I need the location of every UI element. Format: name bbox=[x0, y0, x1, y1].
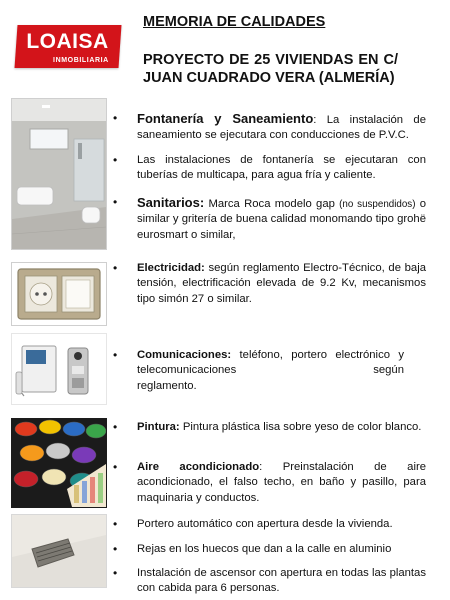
item-text: : Preinstalación de aire acondicionado, el falso techo, en baño y pasillo, para maquinaria y conductos. bbox=[137, 461, 426, 504]
bullet-icon: • bbox=[113, 460, 118, 474]
item-text: Rejas en los huecos que dan a la calle en aluminio bbox=[137, 543, 392, 555]
item-note: (no suspendidos) bbox=[339, 199, 416, 210]
bullet-icon: • bbox=[113, 111, 118, 125]
list-item-sanitary bbox=[113, 195, 426, 243]
item-label: Aire acondicionado bbox=[137, 461, 260, 473]
electrical-socket-photo bbox=[11, 262, 107, 326]
item-text: teléfono, portero electrónico y telecomunicaciones según bbox=[137, 349, 404, 377]
ceiling-vent-photo bbox=[11, 514, 107, 588]
list-item-window-bars bbox=[113, 542, 426, 557]
intercom-photo bbox=[11, 333, 107, 405]
list-item-water-installation bbox=[113, 153, 426, 184]
list-item-automatic-doorman bbox=[113, 517, 426, 532]
list-item-plumbing bbox=[113, 111, 426, 144]
item-label: Sanitarios: bbox=[137, 195, 205, 210]
document-title: MEMORIA DE CALIDADES bbox=[143, 14, 326, 30]
bullet-icon: • bbox=[113, 153, 118, 167]
item-label: Pintura: bbox=[137, 421, 180, 433]
project-title: PROYECTO DE 25 VIVIENDAS EN C/ JUAN CUADRADO VERA (ALMERÍA) bbox=[143, 52, 398, 86]
item-text: Marca Roca modelo gap bbox=[204, 198, 340, 210]
item-text-continued: reglamento. bbox=[137, 379, 197, 392]
list-item-communications bbox=[113, 348, 404, 394]
item-label: Comunicaciones: bbox=[137, 349, 232, 361]
list-item-air-conditioning bbox=[113, 460, 426, 506]
bullet-icon: • bbox=[113, 542, 118, 556]
item-label: Fontanería y Saneamiento bbox=[137, 111, 314, 126]
item-text: Portero automático con apertura desde la vivienda. bbox=[137, 518, 393, 530]
item-text: : La instalación de saneamiento se ejecutara con conducciones de P.V.C. bbox=[137, 114, 426, 142]
item-text: Instalación de ascensor con apertura en todas las plantas con cabida para 6 personas. bbox=[137, 567, 426, 595]
bullet-icon: • bbox=[113, 566, 118, 580]
list-item-painting bbox=[113, 420, 426, 435]
item-text: según reglamento Electro-Técnico, de baja tensión, electrificación elevada de 9.2 Kv, mecanismos tipo simón 27 o similar. bbox=[137, 262, 426, 305]
logo-name: LOAISA bbox=[26, 30, 109, 53]
bullet-icon: • bbox=[113, 348, 118, 362]
item-text-continued: o similar y gritería de buena calidad monomando tipo grohë eurosmart o similar, bbox=[137, 198, 426, 241]
bullet-icon: • bbox=[113, 261, 118, 275]
bullet-icon: • bbox=[113, 517, 118, 531]
list-item-elevator bbox=[113, 566, 426, 597]
list-item-electricity bbox=[113, 261, 426, 307]
bullet-icon: • bbox=[113, 195, 118, 209]
company-logo bbox=[14, 25, 121, 68]
logo-subtitle: INMOBILIARIA bbox=[53, 57, 110, 64]
paint-cans-photo bbox=[11, 418, 107, 508]
bullet-icon: • bbox=[113, 420, 118, 434]
item-text: Las instalaciones de fontanería se ejecutaran con tuberías de multicapa, para agua fría y caliente. bbox=[137, 154, 426, 182]
item-text: Pintura plástica lisa sobre yeso de color blanco. bbox=[179, 421, 422, 433]
bathroom-photo bbox=[11, 98, 107, 250]
item-label: Electricidad: bbox=[137, 262, 205, 274]
